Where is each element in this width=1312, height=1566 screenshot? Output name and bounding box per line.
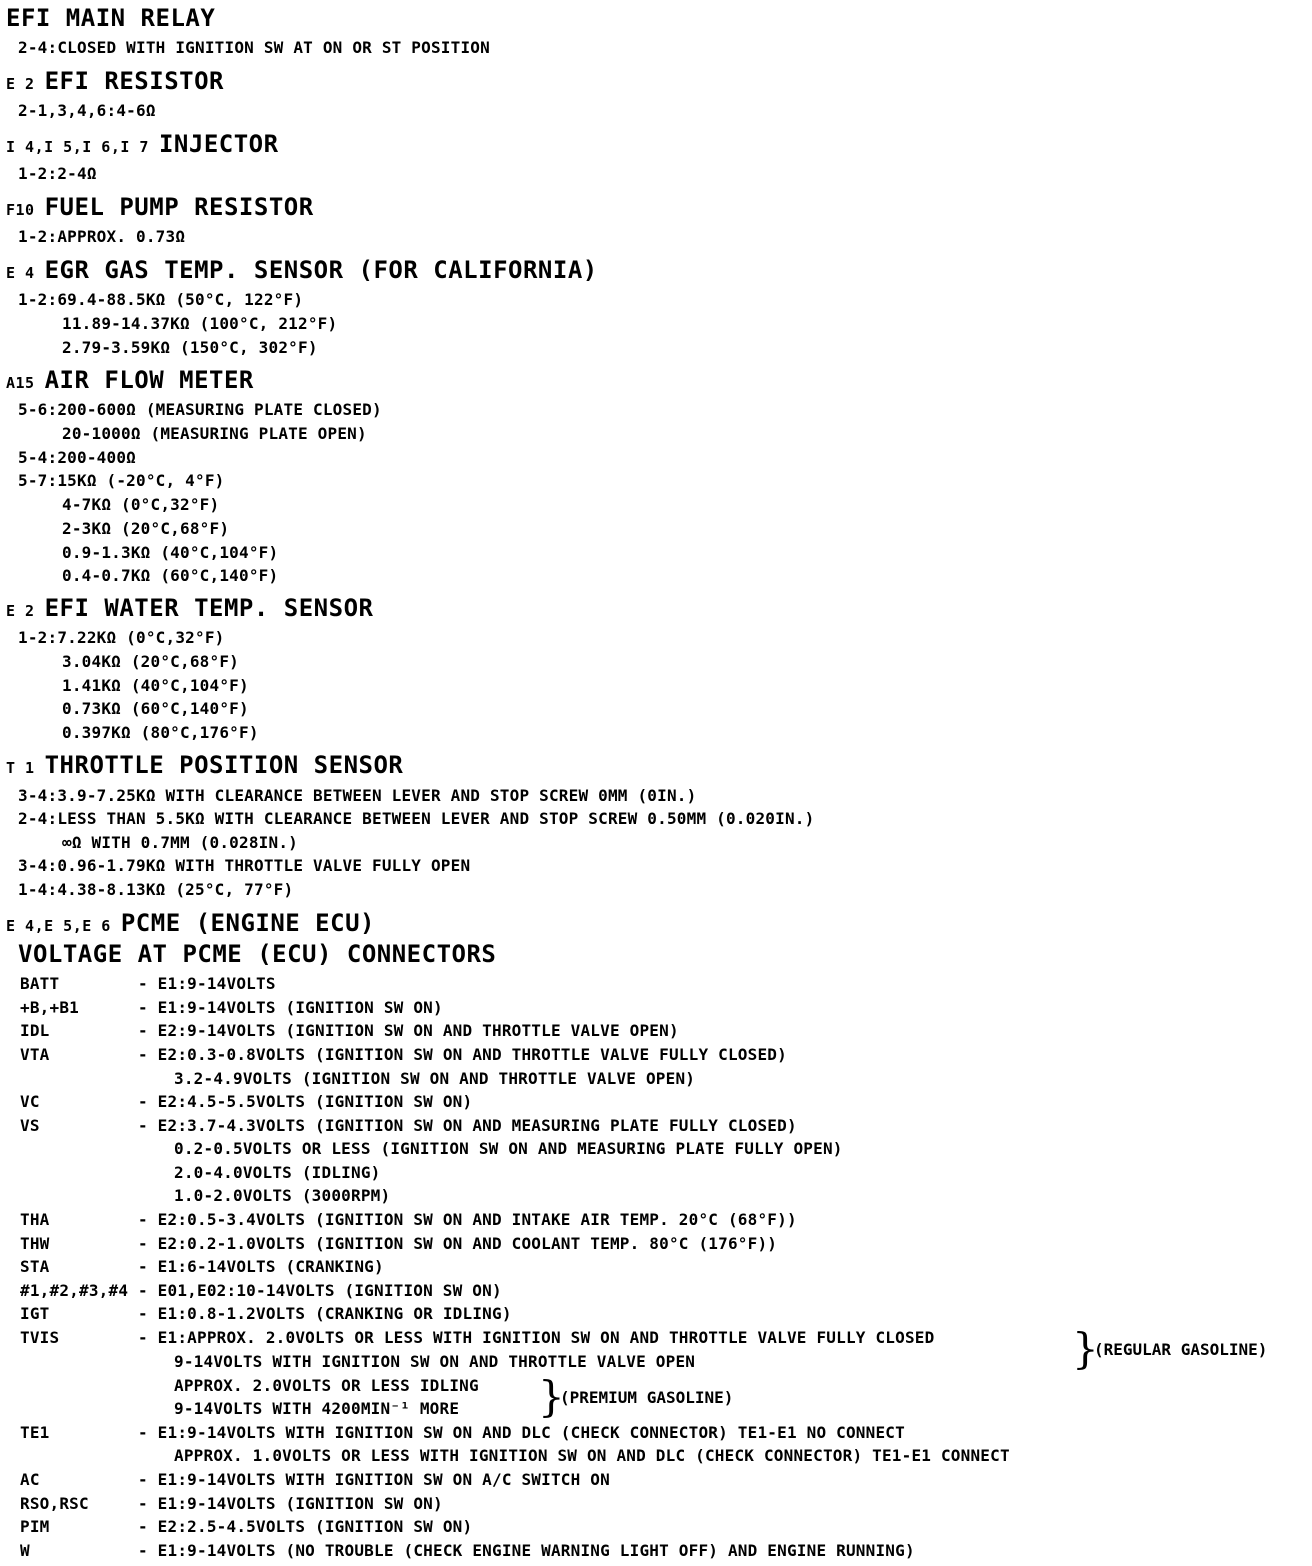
premium-gasoline-note: (PREMIUM GASOLINE) bbox=[560, 1388, 734, 1407]
section-title-fuel-pump-resistor: F10 FUEL PUMP RESISTOR bbox=[6, 193, 314, 221]
spec-line: 3.04KΩ (20°C,68°F) bbox=[62, 652, 239, 671]
voltage-row-te1: TE1 - E1:9-14VOLTS WITH IGNITION SW ON AND DLC (CHECK CONNECTOR) TE1-E1 NO CONNECT bbox=[20, 1423, 905, 1442]
section-title-injector: I 4,I 5,I 6,I 7 INJECTOR bbox=[6, 130, 279, 158]
voltage-row-vc: VC - E2:4.5-5.5VOLTS (IGNITION SW ON) bbox=[20, 1092, 473, 1111]
section-title-throttle-position-sensor: T 1 THROTTLE POSITION SENSOR bbox=[6, 751, 404, 779]
section-title-efi-main-relay: EFI MAIN RELAY bbox=[6, 4, 216, 32]
spec-line: 1-2:7.22KΩ (0°C,32°F) bbox=[18, 628, 225, 647]
spec-line: 1-4:4.38-8.13KΩ (25°C, 77°F) bbox=[18, 880, 294, 899]
spec-line: 1-2:APPROX. 0.73Ω bbox=[18, 227, 186, 246]
section-title-air-flow-meter: A15 AIR FLOW METER bbox=[6, 366, 254, 394]
voltage-row-thw: THW - E2:0.2-1.0VOLTS (IGNITION SW ON AND COOLANT TEMP. 80°C (176°F)) bbox=[20, 1234, 778, 1253]
spec-line: 0.9-1.3KΩ (40°C,104°F) bbox=[62, 543, 279, 562]
voltage-row-sta: STA - E1:6-14VOLTS (CRANKING) bbox=[20, 1257, 384, 1276]
voltage-row-cont: 2.0-4.0VOLTS (IDLING) bbox=[174, 1163, 381, 1182]
spec-line: 3-4:0.96-1.79KΩ WITH THROTTLE VALVE FULLY OPEN bbox=[18, 856, 471, 875]
spec-line: 1-2:2-4Ω bbox=[18, 164, 97, 183]
spec-line: 11.89-14.37KΩ (100°C, 212°F) bbox=[62, 314, 338, 333]
spec-line: 3-4:3.9-7.25KΩ WITH CLEARANCE BETWEEN LEVER AND STOP SCREW 0MM (0IN.) bbox=[18, 786, 697, 805]
voltage-row-cont: 0.2-0.5VOLTS OR LESS (IGNITION SW ON AND MEASURING PLATE FULLY OPEN) bbox=[174, 1139, 843, 1158]
spec-line: 4-7KΩ (0°C,32°F) bbox=[62, 495, 220, 514]
section-title-efi-resistor: E 2 EFI RESISTOR bbox=[6, 67, 224, 95]
voltage-row-idl: IDL - E2:9-14VOLTS (IGNITION SW ON AND THROTTLE VALVE OPEN) bbox=[20, 1021, 679, 1040]
section-title-pcme: E 4,E 5,E 6 PCME (ENGINE ECU) bbox=[6, 909, 375, 937]
spec-line: ∞Ω WITH 0.7MM (0.028IN.) bbox=[62, 833, 298, 852]
voltage-row-cont: 1.0-2.0VOLTS (3000RPM) bbox=[174, 1186, 391, 1205]
spec-line: 2-1,3,4,6:4-6Ω bbox=[18, 101, 156, 120]
spec-line: 2-3KΩ (20°C,68°F) bbox=[62, 519, 230, 538]
voltage-row-cont: 9-14VOLTS WITH IGNITION SW ON AND THROTTLE VALVE OPEN bbox=[174, 1352, 696, 1371]
spec-line: 0.73KΩ (60°C,140°F) bbox=[62, 699, 249, 718]
regular-brace-icon: } bbox=[1072, 1324, 1099, 1373]
voltage-row-tha: THA - E2:0.5-3.4VOLTS (IGNITION SW ON AND INTAKE AIR TEMP. 20°C (68°F)) bbox=[20, 1210, 797, 1229]
premium-brace-icon: } bbox=[538, 1372, 565, 1421]
spec-line: 5-4:200-400Ω bbox=[18, 448, 136, 467]
voltage-row-vta: VTA - E2:0.3-0.8VOLTS (IGNITION SW ON AND THROTTLE VALVE FULLY CLOSED) bbox=[20, 1045, 787, 1064]
spec-line: 0.397KΩ (80°C,176°F) bbox=[62, 723, 259, 742]
voltage-row-cont: 3.2-4.9VOLTS (IGNITION SW ON AND THROTTLE VALVE OPEN) bbox=[174, 1069, 696, 1088]
spec-line: 5-6:200-600Ω (MEASURING PLATE CLOSED) bbox=[18, 400, 382, 419]
voltage-row-batt: BATT - E1:9-14VOLTS bbox=[20, 974, 276, 993]
voltage-row-igt: IGT - E1:0.8-1.2VOLTS (CRANKING OR IDLING) bbox=[20, 1304, 512, 1323]
voltage-row-rso: RSO,RSC - E1:9-14VOLTS (IGNITION SW ON) bbox=[20, 1494, 443, 1513]
voltage-row-vs: VS - E2:3.7-4.3VOLTS (IGNITION SW ON AND MEASURING PLATE FULLY CLOSED) bbox=[20, 1116, 797, 1135]
section-title-egr-gas-temp-sensor: E 4 EGR GAS TEMP. SENSOR (FOR CALIFORNIA) bbox=[6, 256, 598, 284]
voltage-row-tvis: TVIS - E1:APPROX. 2.0VOLTS OR LESS WITH IGNITION SW ON AND THROTTLE VALVE FULLY CLOSED bbox=[20, 1328, 935, 1347]
voltage-row-w: W - E1:9-14VOLTS (NO TROUBLE (CHECK ENGINE WARNING LIGHT OFF) AND ENGINE RUNNING) bbox=[20, 1541, 915, 1560]
voltage-row-injectors: #1,#2,#3,#4 - E01,E02:10-14VOLTS (IGNITION SW ON) bbox=[20, 1281, 502, 1300]
voltage-row-ac: AC - E1:9-14VOLTS WITH IGNITION SW ON A/C SWITCH ON bbox=[20, 1470, 610, 1489]
spec-line: 20-1000Ω (MEASURING PLATE OPEN) bbox=[62, 424, 367, 443]
spec-line: 2.79-3.59KΩ (150°C, 302°F) bbox=[62, 338, 318, 357]
spec-line: 1.41KΩ (40°C,104°F) bbox=[62, 676, 249, 695]
section-title-efi-water-temp-sensor: E 2 EFI WATER TEMP. SENSOR bbox=[6, 594, 374, 622]
voltage-row-cont: 9-14VOLTS WITH 4200MIN⁻¹ MORE bbox=[174, 1399, 460, 1418]
voltage-row-cont: APPROX. 2.0VOLTS OR LESS IDLING bbox=[174, 1376, 479, 1395]
voltage-row-pim: PIM - E2:2.5-4.5VOLTS (IGNITION SW ON) bbox=[20, 1517, 473, 1536]
spec-line: 5-7:15KΩ (-20°C, 4°F) bbox=[18, 471, 225, 490]
spec-line: 2-4:LESS THAN 5.5KΩ WITH CLEARANCE BETWEEN LEVER AND STOP SCREW 0.50MM (0.020IN.) bbox=[18, 809, 815, 828]
spec-line: 0.4-0.7KΩ (60°C,140°F) bbox=[62, 566, 279, 585]
regular-gasoline-note: (REGULAR GASOLINE) bbox=[1094, 1340, 1268, 1359]
voltage-row-cont: APPROX. 1.0VOLTS OR LESS WITH IGNITION SW ON AND DLC (CHECK CONNECTOR) TE1-E1 CONNECT bbox=[174, 1446, 1010, 1465]
spec-line: 2-4:CLOSED WITH IGNITION SW AT ON OR ST POSITION bbox=[18, 38, 490, 57]
section-subtitle-pcme-voltage: VOLTAGE AT PCME (ECU) CONNECTORS bbox=[18, 940, 497, 968]
spec-line: 1-2:69.4-88.5KΩ (50°C, 122°F) bbox=[18, 290, 304, 309]
voltage-row-b: +B,+B1 - E1:9-14VOLTS (IGNITION SW ON) bbox=[20, 998, 443, 1017]
